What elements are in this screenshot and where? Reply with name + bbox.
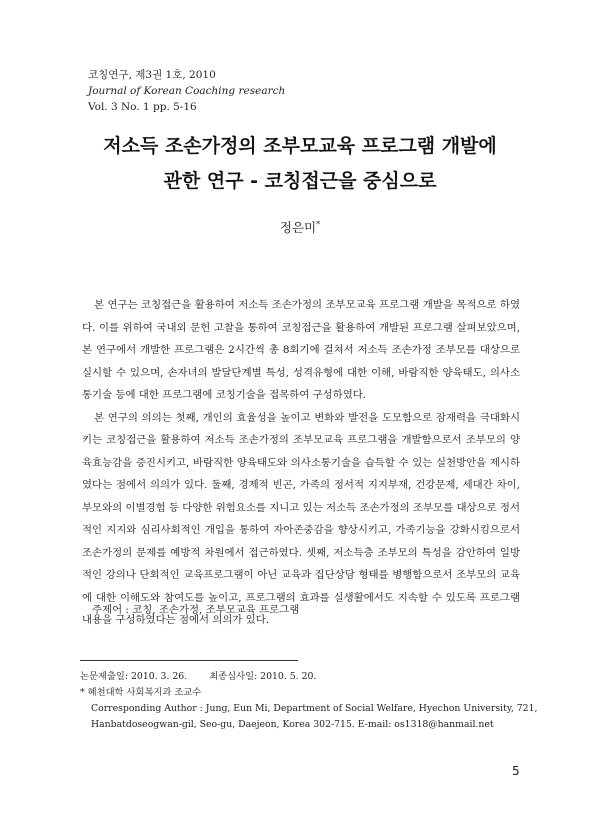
footnote-dates xyxy=(80,669,537,685)
journal-english-line: Journal of Korean Coaching research xyxy=(88,85,286,97)
author-footnote-mark: * xyxy=(316,219,321,229)
author-name: 정은미 xyxy=(279,220,317,235)
page-number: 5 xyxy=(512,764,520,778)
keywords: 주제어 : 코칭, 조손가정, 조부모교육 프로그램 xyxy=(92,604,300,616)
author-affiliation: * 혜천대학 사회복지과 조교수 xyxy=(80,687,202,698)
corresponding-address: Hanbatdoseogwan-gil, Seo-gu, Daejeon, Korea 302-715. E-mail: os1318@hanmail.net xyxy=(91,719,494,730)
title-line-2: 관한 연구 - 코칭접근을 중심으로 xyxy=(163,170,437,192)
submitted-date: 논문제출일: 2010. 3. 26. xyxy=(80,671,188,682)
journal-header xyxy=(88,67,285,115)
journal-volume-line: Vol. 3 No. 1 pp. 5-16 xyxy=(88,101,197,113)
journal-korean-line: 코칭연구, 제3권 1호, 2010 xyxy=(88,69,216,81)
corresponding-author: Corresponding Author : Jung, Eun Mi, Department of Social Welfare, Hyechon University, 721, xyxy=(91,703,538,714)
author xyxy=(0,218,600,236)
abstract-paragraph-2: 본 연구의 의의는 첫째, 개인의 효율성을 높이고 변화와 발전을 도모함으로 잠재력을 극대화시키는 코칭접근을 활용하여 저소득 조손가정의 조부모교육 프로그램을 개발함으로서 조부모의 양육효능감을 증진시키고, 바람직한 양육태도와 의사소통기술을 습득할 수 있는 실천방안을 제시하였다는 점에서 의의가 있다. 둘째, 경제적 빈곤, 가족의 정서적 지지부재, 건강문제, 세대간 차이, 부모와의 이별경험 등 다양한 위험요소를 지니고 있는 저소득 조손가정의 조부모를 대상으로 정서적인 지지와 심리사회적인 개입을 통하여 자아존중감을 향상시키고, 가족기능을 강화시킴으로서 조손가정의 문제를 예방적 차원에서 접근하였다. 셋째, 저소득층 조부모의 특성을 감안하여 일방적인 강의나 단회적인 교육프로그램이 아닌 교육과 집단상담 형태를 병행함으로서 조부모의 교육에 대한 이해도와 참여도를 높이고, 프로그램의 효과를 실생활에서도 지속할 수 있도록 프로그램 내용을 구성하였다는 점에서 의의가 있다. xyxy=(82,411,520,626)
title-line-1: 저소득 조손가정의 조부모교육 프로그램 개발에 xyxy=(103,135,497,157)
footnote-divider xyxy=(80,660,298,661)
abstract-paragraph-1: 본 연구는 코칭접근을 활용하여 저소득 조손가정의 조부모교육 프로그램 개발을 목적으로 하였다. 이를 위하여 국내외 문헌 고찰을 통하여 코칭접근을 활용하여 개발된 프로그램 살펴보았으며, 본 연구에서 개발한 프로그램은 2시간씩 총 8회기에 걸쳐서 저소득 조손가정 조부모를 대상으로 실시할 수 있으며, 손자녀의 발달단계별 특성, 성격유형에 대한 이해, 바람직한 양육태도, 의사소통기술 등에 대한 프로그램에 코칭기술을 접목하여 구성하였다. xyxy=(82,299,520,401)
accepted-date: 최종심사일: 2010. 5. 20. xyxy=(209,671,317,682)
abstract xyxy=(82,294,520,632)
footnotes xyxy=(80,669,537,733)
